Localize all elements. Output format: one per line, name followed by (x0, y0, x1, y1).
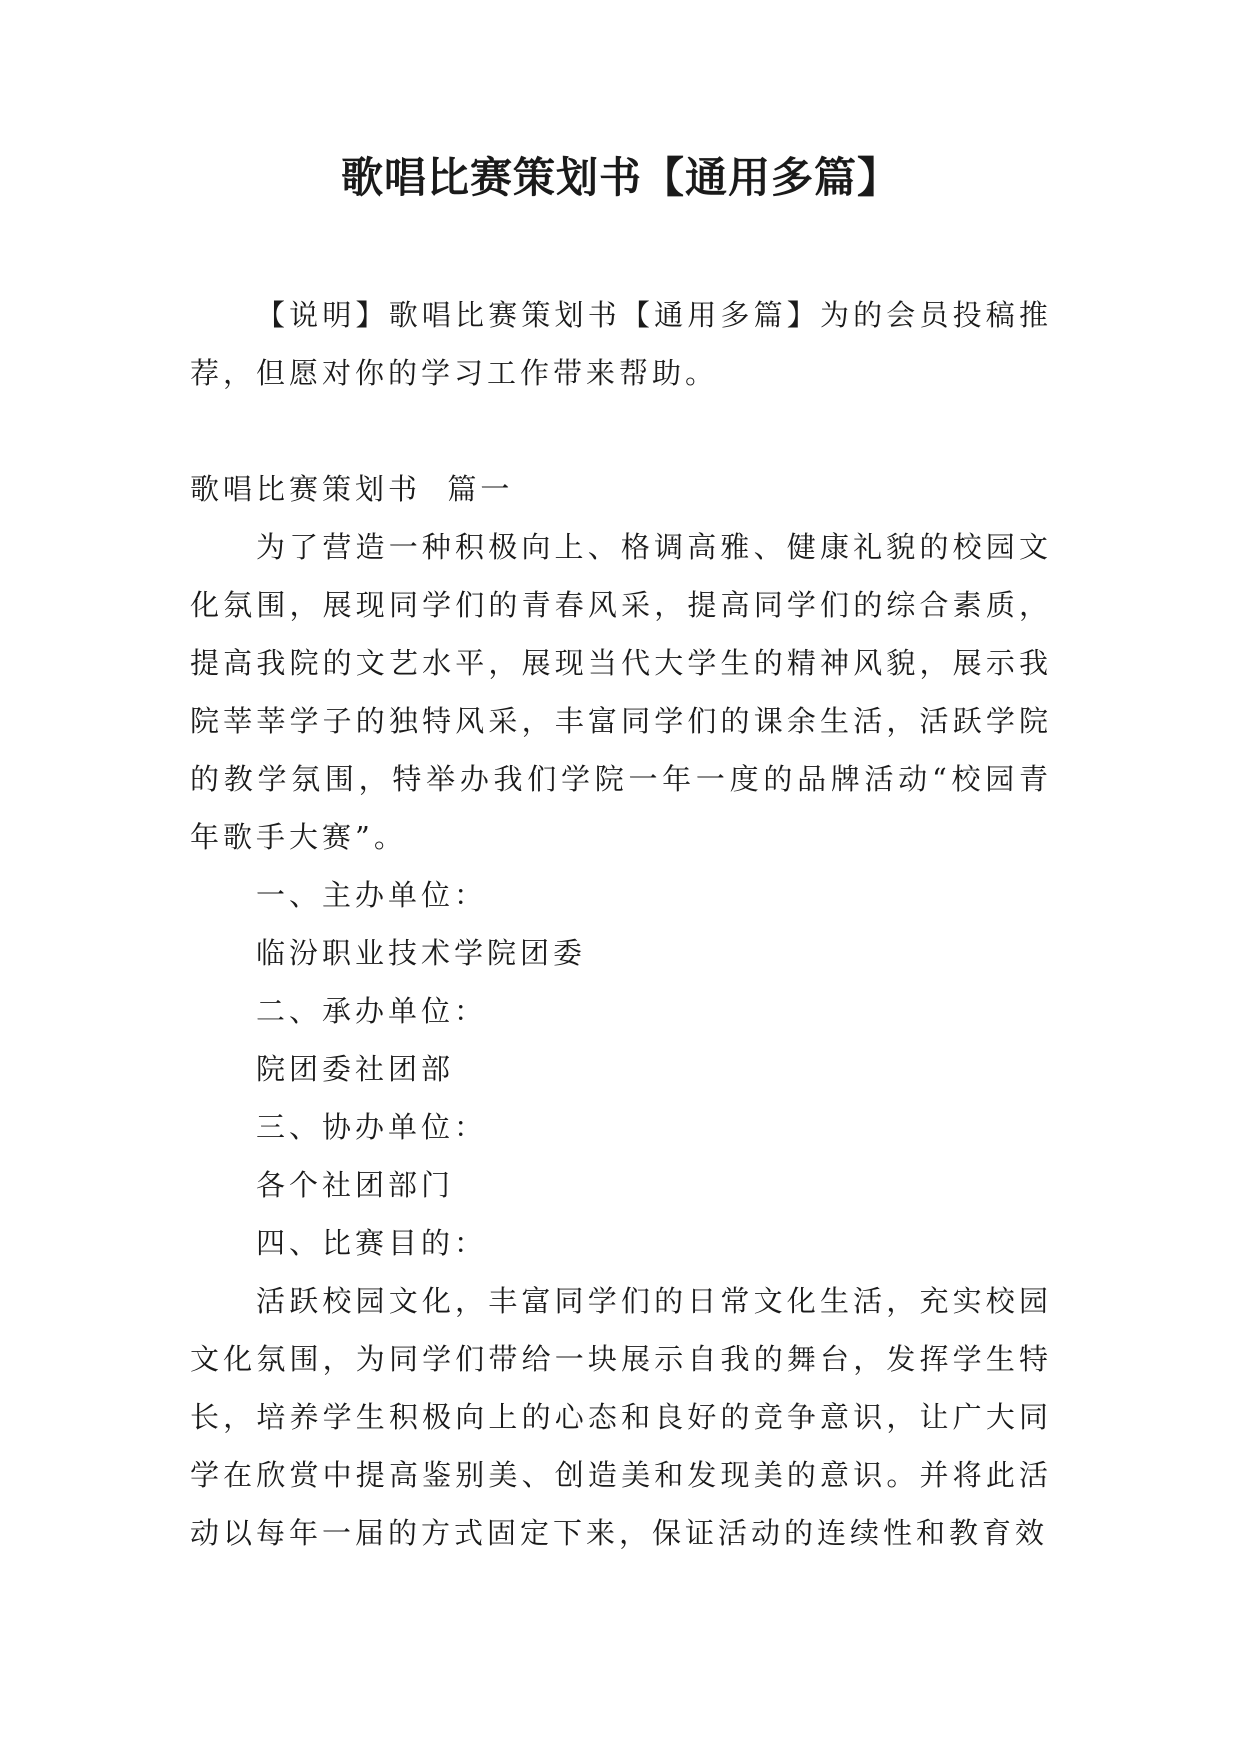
document-title: 歌唱比赛策划书【通用多篇】 (340, 153, 900, 202)
section-heading: 歌唱比赛策划书 篇一 (190, 472, 514, 506)
document-body (190, 286, 1052, 1562)
heading-goal: 四、比赛目的： (256, 1226, 488, 1260)
heading-coorganizer: 三、协办单位： (256, 1110, 488, 1144)
heading-host: 二、承办单位： (256, 994, 488, 1028)
paragraph-purpose: 为了营造一种积极向上、格调高雅、健康礼貌的校园文化氛围，展现同学们的青春风采，提高同学们的综合素质，提高我院的文艺水平，展现当代大学生的精神风貌，展示我院莘莘学子的独特风采，丰富同学们的课余生活，活跃学院的教学氛围，特举办我们学院一年一度的品牌活动“校园青年歌手大赛”。 (190, 530, 1052, 854)
organizer-value: 临汾职业技术学院团委 (256, 936, 587, 970)
paragraph-goal: 活跃校园文化，丰富同学们的日常文化生活，充实校园文化氛围，为同学们带给一块展示自我的舞台，发挥学生特长，培养学生积极向上的心态和良好的竞争意识，让广大同学在欣赏中提高鉴别美、创造美和发现美的意识。并将此活动以每年一届的方式固定下来，保证活动的连续性和教育效 (190, 1284, 1052, 1550)
intro-paragraph: 【说明】歌唱比赛策划书【通用多篇】为的会员投稿推荐，但愿对你的学习工作带来帮助。 (190, 298, 1052, 390)
coorganizer-value: 各个社团部门 (256, 1168, 455, 1202)
heading-organizer: 一、主办单位： (256, 878, 488, 912)
host-value: 院团委社团部 (256, 1052, 455, 1086)
